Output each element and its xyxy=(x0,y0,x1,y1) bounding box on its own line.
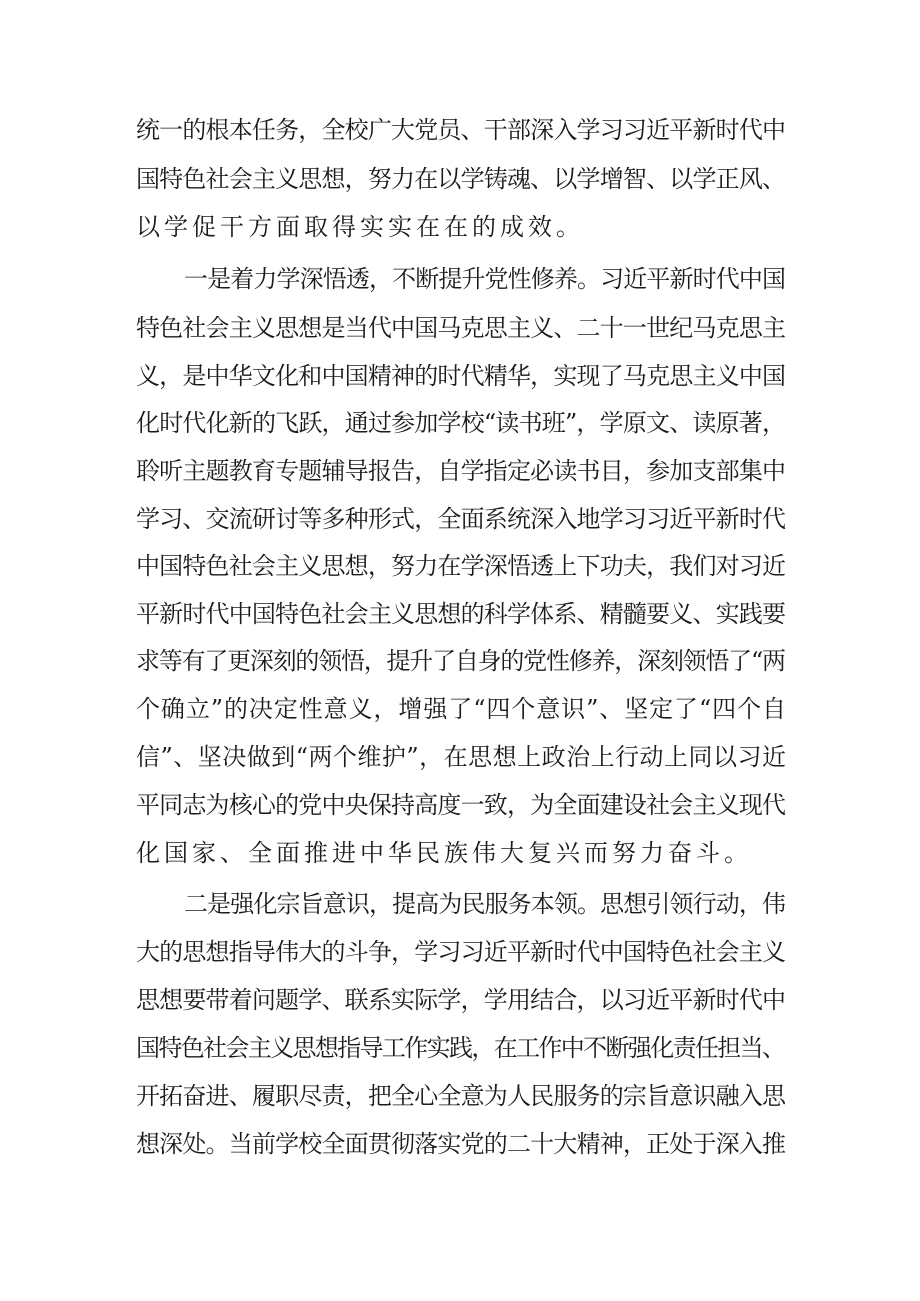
text-line-content: 国特色社会主义思想指导工作实践，在工作中不断强化责任担当、 xyxy=(136,1034,785,1062)
text-line xyxy=(0,499,920,539)
text-line xyxy=(0,785,920,825)
text-line-content: 中国特色社会主义思想，努力在学深悟透上下功夫，我们对习近 xyxy=(136,552,786,580)
text-line xyxy=(0,594,920,634)
text-line-content: 思想要带着问题学、联系实际学，学用结合，以习近平新时代中 xyxy=(136,986,786,1014)
text-line xyxy=(0,884,920,924)
text-line xyxy=(0,207,920,247)
text-line xyxy=(0,308,920,348)
text-line xyxy=(0,932,920,972)
text-line xyxy=(0,1124,920,1164)
text-line-content: 特色社会主义思想是当代中国马克思主义、二十一世纪马克思主 xyxy=(136,314,786,342)
text-line-content: 义，是中华文化和中国精神的时代精华，实现了马克思主义中国 xyxy=(136,362,786,390)
text-line-content: 信”、坚决做到“两个维护”，在思想上政治上行动上同以习近 xyxy=(136,743,787,771)
text-line xyxy=(0,403,920,443)
text-line xyxy=(0,546,920,586)
text-line xyxy=(0,737,920,777)
text-line xyxy=(0,1076,920,1116)
text-line xyxy=(0,689,920,729)
text-line xyxy=(0,110,920,150)
text-line-content: 二是强化宗旨意识，提高为民服务本领。思想引领行动，伟 xyxy=(184,890,786,918)
text-line xyxy=(0,159,920,199)
text-line-content: 想深处。当前学校全面贯彻落实党的二十大精神，正处于深入推 xyxy=(136,1130,786,1158)
text-line-content: 个确立”的决定性意义，增强了“四个意识”、坚定了“四个自 xyxy=(136,695,787,723)
text-line-content: 统一的根本任务，全校广大党员、干部深入学习习近平新时代中 xyxy=(136,116,786,144)
text-line-content: 学习、交流研讨等多种形式，全面系统深入地学习习近平新时代 xyxy=(136,505,786,533)
text-line xyxy=(0,1028,920,1068)
text-line-content: 平新时代中国特色社会主义思想的科学体系、精髓要义、实践要 xyxy=(136,600,786,628)
text-line xyxy=(0,833,920,873)
text-line-content: 求等有了更深刻的领悟，提升了自身的党性修养，深刻领悟了“两 xyxy=(136,647,785,675)
text-line-content: 平同志为核心的党中央保持高度一致，为全面建设社会主义现代 xyxy=(136,791,786,819)
text-line-content: 国特色社会主义思想，努力在以学铸魂、以学增智、以学正风、 xyxy=(136,165,786,193)
text-line-content: 以学促干方面取得实实在在的成效。 xyxy=(136,213,584,241)
text-line xyxy=(0,451,920,491)
text-line xyxy=(0,356,920,396)
text-line-content: 开拓奋进、履职尽责，把全心全意为人民服务的宗旨意识融入思 xyxy=(136,1082,786,1110)
text-line-content: 聆听主题教育专题辅导报告，自学指定必读书目，参加支部集中 xyxy=(136,457,786,485)
text-line-content: 一是着力学深悟透，不断提升党性修养。习近平新时代中国 xyxy=(184,265,786,293)
text-line-content: 化国家、全面推进中华民族伟大复兴而努力奋斗。 xyxy=(136,839,752,867)
text-line xyxy=(0,259,920,299)
text-line-content: 大的思想指导伟大的斗争，学习习近平新时代中国特色社会主义 xyxy=(136,938,786,966)
text-line-content: 化时代化新的飞跃，通过参加学校“读书班”，学原文、读原著， xyxy=(136,409,786,437)
text-line xyxy=(0,980,920,1020)
text-line xyxy=(0,641,920,681)
